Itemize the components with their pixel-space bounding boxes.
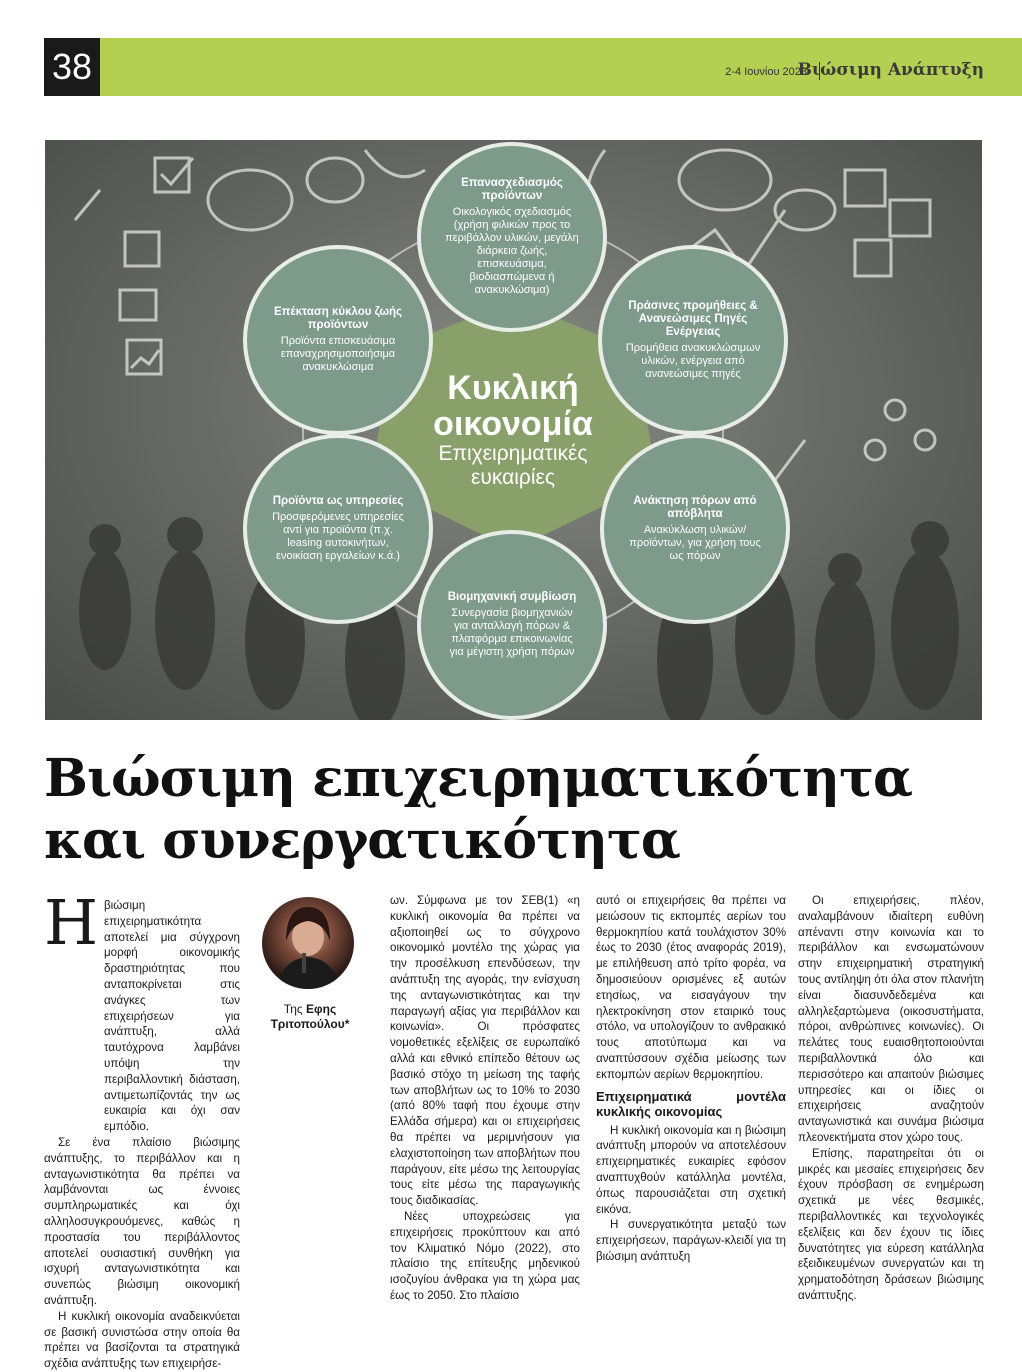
circle-text: Προσφερόμενες υπηρεσίες αντί για προϊόντα (π.χ. leasing αυτοκινήτων, ενοικίαση εργαλείων κ.ά.) (272, 511, 404, 562)
paragraph: αυτό οι επιχειρήσεις θα πρέπει να μειώσουν τις εκπομπές αερίων του θερμοκηπίου κατά τουλάχιστον 30% έως το 2030 (έτος αναφοράς 2019), με επιλήθευση από τρίτο φορέα, να δημοσιεύουν ορισμένες εξ αυτών ετησίως, να εισαγάγουν την ηλεκτροκίνηση στον εταιρικό τους στόλο, να υπολογίζουν το ανθρακικό τους αποτύπωμα και να αναπτύσσουν σχέδια μείωσης των εκπομπών αερίων θερμοκηπίου. (596, 894, 786, 1081)
page-number: 38 (44, 38, 100, 96)
drop-cap: Η (44, 886, 99, 959)
author-last-name: Τριτοπούλου* (270, 1017, 350, 1031)
subheading: Επιχειρηματικά μοντέλα κυκλικής οικονομίας (596, 1088, 786, 1119)
center-subtitle-line2: ευκαιρίες (471, 466, 555, 489)
circle-title: Προϊόντα ως υπηρεσίες (272, 495, 404, 507)
circle-waste-recovery (600, 434, 790, 624)
paragraph: βιώσιμη επιχειρηματικότητα αποτελεί μια σύγχρονη μορφή οικονομικής δραστηριότητας που ανταποκρίνεται στις ανάγκες των επιχειρήσεων για ανάπτυξη, αλλά ταυτόχρονα λαμβάνει υπόψη την περιβαλλοντική διάσταση, αντιμετωπίζοντάς την ως ευκαιρία και όχι σαν εμπόδιο. (104, 899, 240, 1134)
column-4 (798, 893, 984, 1304)
paragraph: Επίσης, παρατηρείται ότι οι μικρές και μεσαίες επιχειρήσεις δεν έχουν πρόσβαση σε ενημέρωση σχετικά με νέες θεσμικές, περιβαλλοντικές και τεχνολογικές εξελίξεις και δεν έχουν τις ίδιες δυνατότητες για εύρεση κατάλληλα εξειδικευμένων συνεργατών και τη χρηματοδότηση δράσεων βιώσιμης ανάπτυξης. (798, 1146, 984, 1302)
center-title-line1: Κυκλική (447, 369, 579, 407)
author-photo (262, 897, 354, 989)
paragraph: Σε ένα πλαίσιο βιώσιμης ανάπτυξης, το περιβάλλον και η ανταγωνιστικότητα θα πρέπει να λαμβάνονται ως έννοιες συμπληρωματικές και όχι αλληλοσυγκρουόμενες, καθώς η προστασία του περιβάλλοντος αποτελεί ουσιαστική συνθήκη για ισχυρή ανταγωνιστικότητα και συνεπώς βιώσιμη οικονομική ανάπτυξη. (44, 1135, 240, 1307)
headline-line2: και συνεργατικότητα (44, 810, 680, 871)
circle-industrial-symbiosis (417, 530, 607, 720)
circular-economy-infographic (45, 140, 982, 720)
issue-date: 2-4 Ιουνίου 2023 (725, 66, 807, 78)
paragraph: ων. Σύμφωνα με τον ΣΕΒ(1) «η κυκλική οικονομία θα πρέπει να αξιοποιηθεί ως το σύγχρονο οικονομικό μοντέλο της χώρας για την προσέλκυση επενδύσεων, την ανάπτυξη της αγοράς, την ενίσχυση της ανταγωνιστικότητας και την παραγωγή αξίας για περιβάλλον και κοινωνία». Οι πρόσφατες νομοθετικές εξελίξεις σε ευρωπαϊκό αλλά και εθνικό επίπεδο θέτουν ως βασικό στόχο τη μείωση της ταφής των αποβλήτων ως το 10% το 2030 (από 80% ταφή που έχουμε στην Ελλάδα σήμερα) και οι επιχειρήσεις θα πρέπει να μεριμνήσουν για ελαχιστοποίηση των αποβλήτων που παράγουν, είτε μέσω της λειτουργίας τους είτε μέσω της παραγωγικής τους διαδικασίας. (390, 894, 580, 1208)
paragraph: Νέες υποχρεώσεις για επιχειρήσεις προκύπτουν και από τον Κλιματικό Νόμο (2022), στο πλαίσιο της επίτευξης μηδενικού ισοζυγίου άνθρακα για τη χώρα μας έως το 2050. Στο πλαίσιο (390, 1209, 580, 1302)
circle-title: Βιομηχανική συμβίωση (447, 591, 577, 603)
section-title: Βιώσιμη Ανάπτυξη (797, 60, 984, 80)
circle-life-extension (243, 245, 433, 435)
circle-text: Συνεργασία βιομηχανιών για ανταλλαγή πόρων & πλατφόρμα επικοινωνίας για μέγιστη χρήση πόρων (449, 607, 575, 658)
circle-title: Επέκταση κύκλου ζωής προϊόντων (273, 306, 403, 331)
circle-product-redesign (417, 142, 607, 332)
circle-title: Πράσινες προμήθειες & Ανανεώσιμες Πηγές Ενέργειας (628, 299, 758, 338)
center-subtitle-line1: Επιχειρηματικές (438, 442, 588, 465)
circle-product-as-service (243, 434, 433, 624)
author-first-name: Εφης (306, 1002, 337, 1016)
circle-title: Επανασχεδιασμός προϊόντων (461, 177, 563, 202)
byline (255, 1002, 365, 1032)
center-title-line2: οικονομία (433, 405, 593, 443)
infographic-center (403, 370, 623, 490)
circle-text: Προϊόντα επισκευάσιμα επαναχρησιμοποιήσιμα ανακυκλώσιμα (280, 335, 396, 373)
byline-prefix: Της (283, 1002, 303, 1016)
column-3 (596, 893, 786, 1265)
article-headline (44, 748, 984, 872)
circle-text: Οικολογικός σχεδιασμός (χρήση φιλικών προς το περιβάλλον υλικών, μεγάλη διάρκεια ζωής, επισκευάσιμα, βιοδιασπώμενα ή ανακυκλώσιμα) (445, 206, 579, 296)
paragraph: Η κυκλική οικονομία αναδεικνύεται σε βασική συνιστώσα στην οποία θα πρέπει να βασίζονται τα στρατηγικά σχέδια ανάπτυξης των επιχειρήσε- (44, 1309, 240, 1371)
circle-green-procurement (598, 245, 788, 435)
circle-text: Προμήθεια ανακυκλώσιμων υλικών, ενέργεια από ανανεώσιμες πηγές (625, 341, 761, 380)
circle-text: Ανακύκλωση υλικών/προϊόντων, για χρήση τους ως πόρων (629, 524, 761, 562)
circle-title: Ανάκτηση πόρων από απόβλητα (633, 495, 757, 520)
headline-line1: Βιώσιμη επιχειρηματικότητα (44, 748, 912, 809)
author-portrait (262, 897, 354, 989)
paragraph: Η κυκλική οικονομία και η βιώσιμη ανάπτυξη μπορούν να αποτελέσουν επιχειρηματικές ευκαιρίες εφόσον αναπτυχθούν κατάλληλα μοντέλα, όπως παρουσιάζεται στη σχετική εικόνα. (596, 1123, 786, 1216)
paragraph: Οι επιχειρήσεις, πλέον, αναλαμβάνουν ιδιαίτερη ευθύνη απέναντι στην κοινωνία και το περιβάλλον και ενσωματώνουν στην επιχειρηματική στρατηγική τους αντίληψη ότι όλα στον πλανήτη είναι διασυνδεδεμένα και αλληλεξαρτώμενα (οικοσυστήματα, πόροι, ανθρώπινες κοινωνίες). Οι πελάτες τους ευαισθητοποιούνται περιβαλλοντικά όλο και περισσότερο και απαιτούν βιώσιμες υπηρεσίες και οι ίδιες οι επιχειρήσεις αναζητούν ανταγωνιστικά και συνάμα βιώσιμα πλεονεκτήματα στον χώρο τους. (798, 894, 984, 1144)
column-2 (390, 893, 580, 1304)
column-1 (44, 898, 240, 1372)
paragraph: Η συνεργατικότητα μεταξύ των επιχειρήσεων, παράγων-κλειδί για τη βιώσιμη ανάπτυξη (596, 1218, 786, 1263)
